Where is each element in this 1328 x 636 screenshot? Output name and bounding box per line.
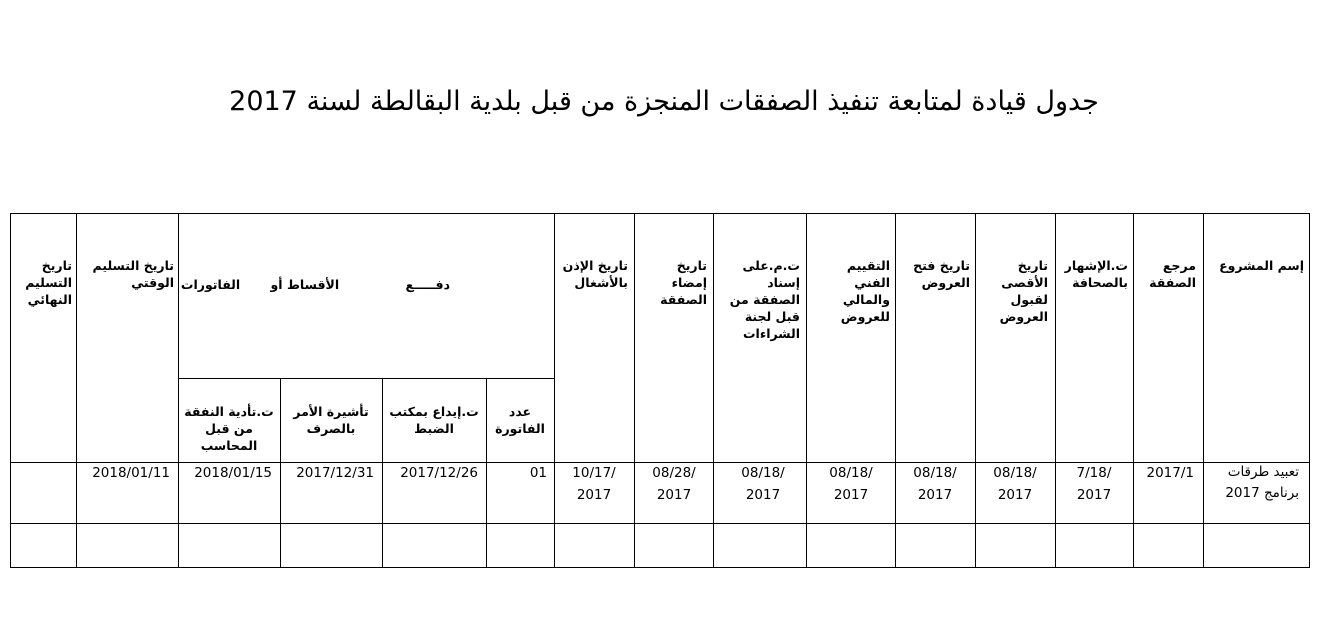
header-deposit: ت.إيداع بمكتب الضبط <box>389 404 479 436</box>
cell-opening: /08/18 2017 <box>913 465 957 503</box>
header-deal-ref: مرجع الصفقة <box>1149 258 1196 290</box>
payment-word-3: الفاتورات <box>180 277 241 292</box>
column-line <box>280 378 281 568</box>
column-line <box>178 213 179 568</box>
payment-word-1: دفـــــع <box>405 277 450 292</box>
payment-word-2: الأقساط أو <box>270 277 340 292</box>
cell-deposit: 2017/12/26 <box>400 465 478 481</box>
header-evaluation: التقييم الفني والمالي للعروض <box>840 258 890 324</box>
header-opening: تاريخ فتح العروض <box>913 258 970 290</box>
header-deadline: تاريخ الأقصى لقبول العروض <box>999 258 1048 324</box>
cell-evaluation: /08/18 2017 <box>829 465 873 503</box>
cell-project-name: تعبيد طرقات برنامج 2017 <box>1225 464 1299 501</box>
column-line <box>1055 213 1056 568</box>
cell-assignment: /08/18 2017 <box>741 465 785 503</box>
column-line <box>486 378 487 568</box>
column-line <box>806 213 807 568</box>
table-border-top <box>10 213 1310 214</box>
column-line <box>76 213 77 568</box>
table-border-left <box>10 213 11 568</box>
column-line <box>713 213 714 568</box>
column-line <box>1203 213 1204 568</box>
cell-deal-ref: 2017/1 <box>1146 465 1194 481</box>
header-project-name: إسم المشروع <box>1219 258 1304 273</box>
payment-subheader-line <box>178 378 554 379</box>
header-signing: تاريخ إمضاء الصفقة <box>660 258 707 307</box>
column-line <box>975 213 976 568</box>
column-line <box>382 378 383 568</box>
header-press-ad: ت.الإشهار بالصحافة <box>1064 258 1128 290</box>
table-border-right <box>1309 213 1310 568</box>
row-divider-line <box>10 523 1310 524</box>
cell-deadline: /08/18 2017 <box>993 465 1037 503</box>
column-line <box>1133 213 1134 568</box>
column-line <box>895 213 896 568</box>
header-visa: تأشيرة الأمر بالصرف <box>293 404 369 436</box>
header-assignment: ت.م.على إسناد الصفقة من قبل لجنة الشراءات <box>729 258 800 341</box>
cell-work-order: /10/17 2017 <box>572 465 616 503</box>
column-line <box>554 213 555 568</box>
header-provisional-delivery: تاريخ التسليم الوقتي <box>92 258 174 290</box>
cell-signing: /08/28 2017 <box>652 465 696 503</box>
cell-paid: 2018/01/15 <box>194 465 272 481</box>
header-paid: ت.تأدية النفقة من قبل المحاسب <box>184 404 274 453</box>
page-title: جدول قيادة لمتابعة تنفيذ الصفقات المنجزة من قبل بلدية البقالطة لسنة 2017 <box>229 86 1099 117</box>
cell-provisional-delivery: 2018/01/11 <box>92 465 170 481</box>
column-line <box>634 213 635 568</box>
header-payment-group <box>180 276 450 293</box>
header-final-delivery: تاريخ التسليم النهائي <box>25 258 72 307</box>
cell-visa: 2017/12/31 <box>296 465 374 481</box>
cell-invoice-count: 01 <box>529 465 547 481</box>
header-invoice-count: عدد الفاتورة <box>495 404 545 436</box>
header-work-order: تاريخ الإذن بالأشغال <box>562 258 628 290</box>
table-border-bottom <box>10 567 1310 568</box>
cell-press-ad: /7/18 2017 <box>1076 465 1112 503</box>
